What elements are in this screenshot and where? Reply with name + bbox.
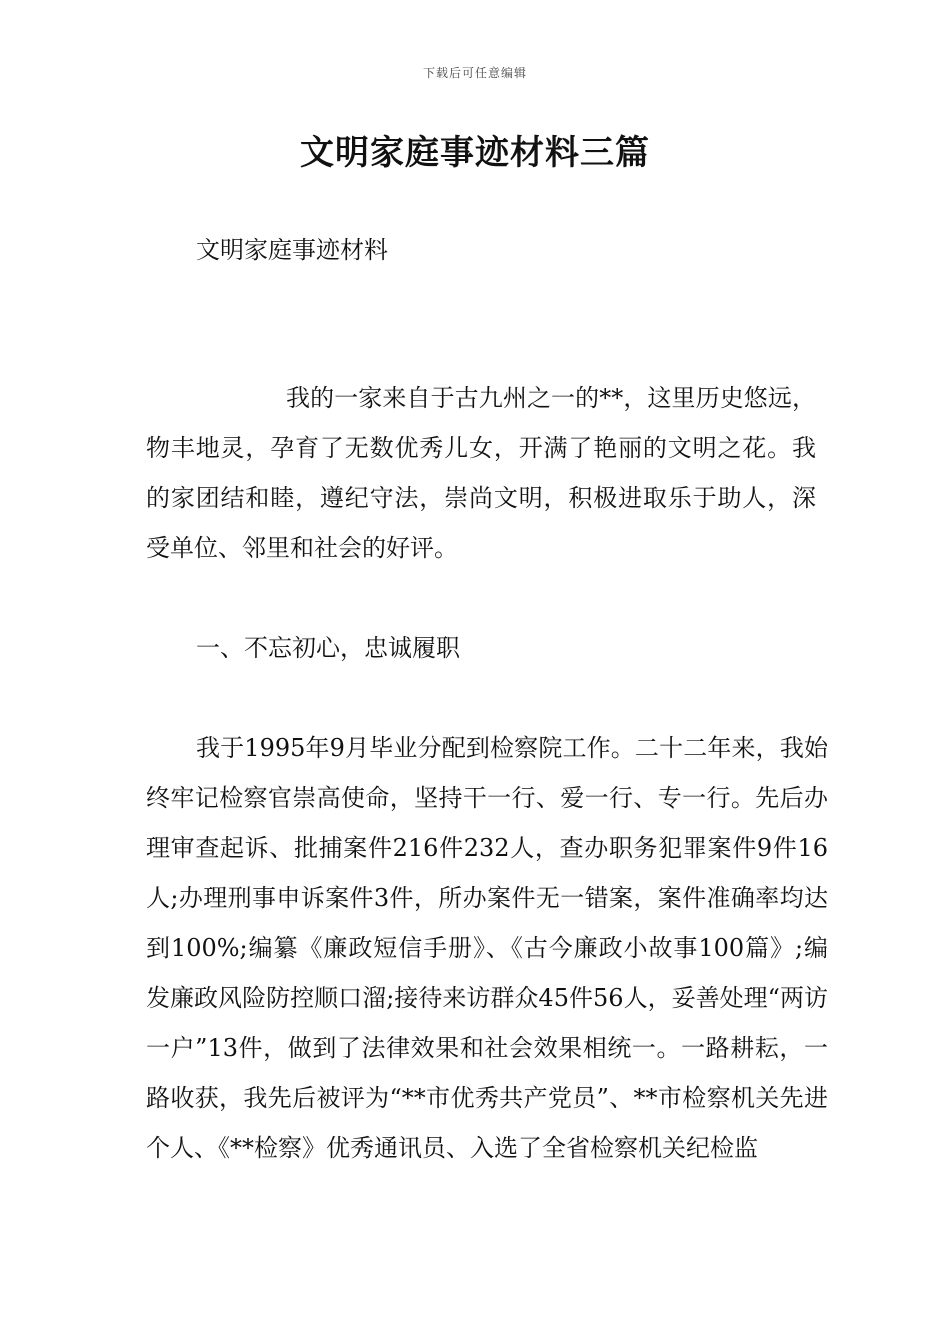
document-title: 文明家庭事迹材料三篇 xyxy=(300,133,650,173)
section-heading: 一、不忘初心，忠诚履职 xyxy=(196,634,460,662)
paragraph-career: 我于1995年9月毕业分配到检察院工作。二十二年来，我始终牢记检察官崇高使命，坚持干一行、爱一行、专一行。先后办理审查起诉、批捕案件216件232人，查办职务犯罪案件9件16人;办理刑事申诉案件3件，所办案件无一错案，案件准确率均达到100%;编纂《廉政短信手册》、《古今廉政小故事100篇》;编发廉政风险防控顺口溜;接待来访群众45件56人，妥善处理“两访一户”13件，做到了法律效果和社会效果相统一。一路耕耘，一路收获，我先后被评为“**市优秀共产党员”、**市检察机关先进个人、《**检察》优秀通讯员、入选了全省检察机关纪检监 xyxy=(146,734,828,1162)
header-note: 下载后可任意编辑 xyxy=(422,66,527,80)
paragraph-intro: 我的一家来自于古九州之一的**，这里历史悠远，物丰地灵，孕育了无数优秀儿女，开满了艳丽的文明之花。我的家团结和睦，遵纪守法，崇尚文明，积极进取乐于助人，深受单位、邻里和社会的好评。 xyxy=(146,384,816,562)
document-subtitle: 文明家庭事迹材料 xyxy=(196,236,388,264)
